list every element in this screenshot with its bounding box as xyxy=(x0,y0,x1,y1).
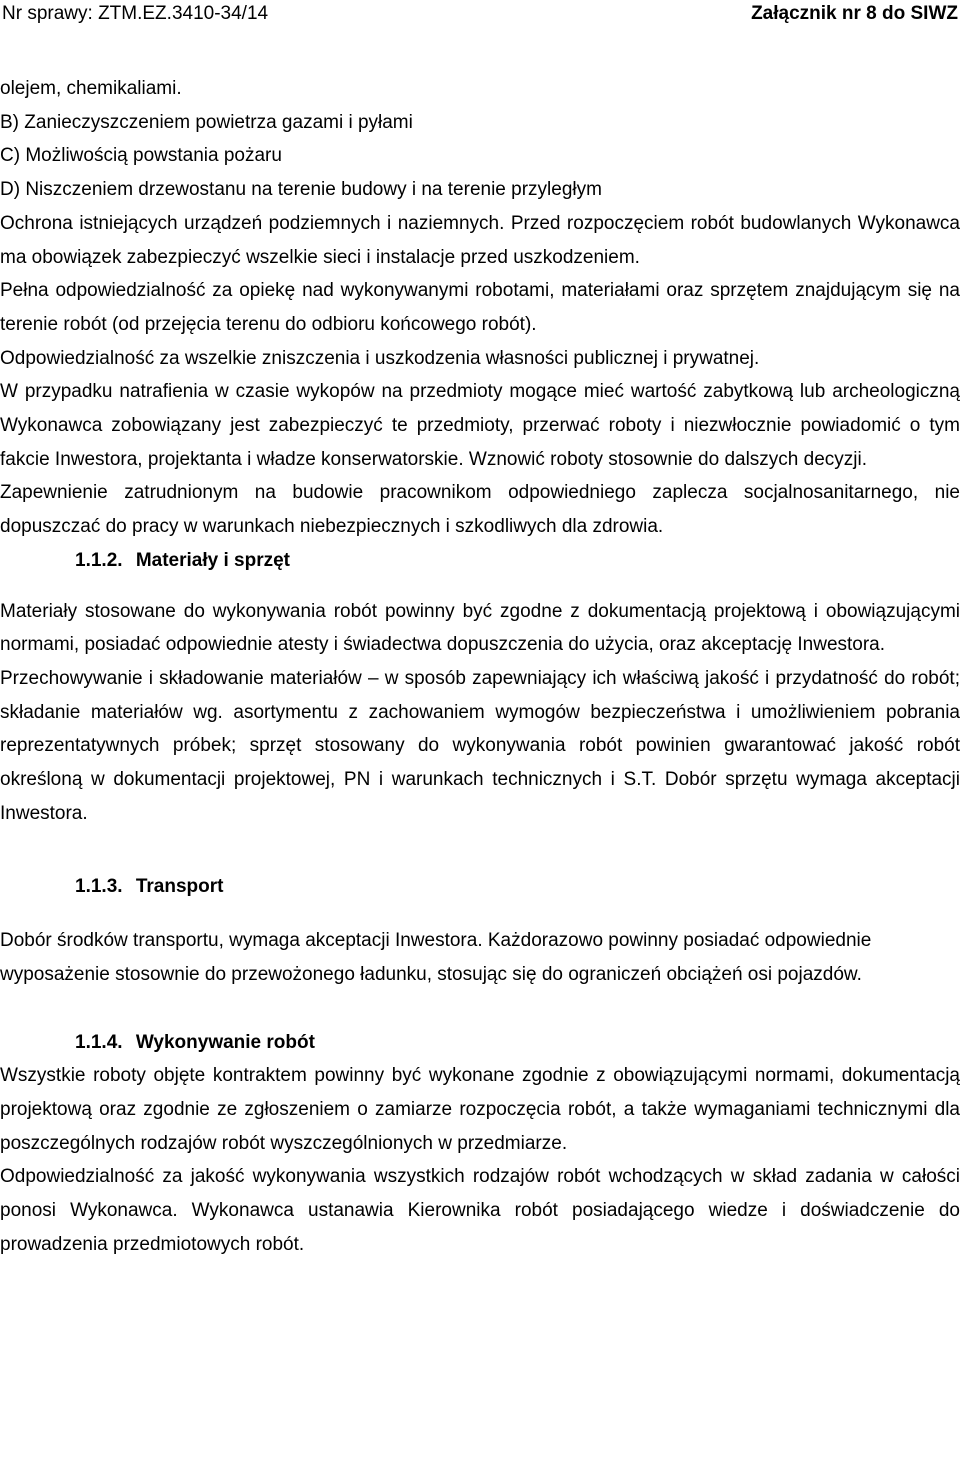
section-title: Transport xyxy=(135,876,224,898)
section-title: Materiały i sprzęt xyxy=(135,549,290,571)
paragraph: Odpowiedzialność za jakość wykonywania wszystkich rodzajów robót wchodzących w skład zadania w całości ponosi Wykonawca. Wykonawca ustanawia Kierownika robót posiadającego wiedze i doświadczenie do prowadzenia przedmiotowych robót. xyxy=(0,1166,960,1255)
section-heading-wykonywanie xyxy=(0,1026,960,1060)
paragraph-pelna: Pełna odpowiedzialność za opiekę nad wykonywanymi robotami, materiałami oraz sprzętem znajdującym się na terenie robót (od przejęcia terenu do odbioru końcowego robót). xyxy=(0,280,960,335)
section-heading-transport xyxy=(0,870,960,904)
document-body xyxy=(0,72,960,1262)
section-number: 1.1.3. xyxy=(75,876,123,898)
paragraph-zaplecze: Zapewnienie zatrudnionym na budowie pracownikom odpowiedniego zaplecza socjalnosanitarnego, nie dopuszczać do pracy w warunkach niebezpiecznych i szkodliwych dla zdrowia. xyxy=(0,482,960,538)
paragraph-wykopy: W przypadku natrafienia w czasie wykopów na przedmioty mogące mieć wartość zabytkową lub archeologiczną Wykonawca zobowiązany jest zabezpieczyć te przedmioty, przerwać roboty i niezwłocznie powiadomić o tym fakcie Inwestora, projektanta i władze konserwatorskie. Wznowić roboty stosownie do dalszych decyzji. xyxy=(0,381,960,470)
paragraph: Dobór środków transportu, wymaga akceptacji Inwestora. Każdorazowo powinny posiadać odpowiednie wyposażenie stosownie do przewożonego ładunku, stosując się do ograniczeń obciążeń osi pojazdów. xyxy=(0,930,872,985)
paragraph: Przechowywanie i składowanie materiałów – w sposób zapewniający ich właściwą jakość i przydatność do robót; składanie materiałów wg. asortymentu z zachowaniem wymogów bezpieczeństwa i umożliwieniem pobrania reprezentatywnych próbek; sprzęt stosowany do wykonywania robót powinien gwarantować jakość robót określoną w dokumentacji projektowej, PN i warunkach technicznych i S.T. Dobór sprzętu wymaga akceptacji Inwestora. xyxy=(0,667,960,824)
section-title: Wykonywanie robót xyxy=(135,1031,315,1053)
section-number: 1.1.4. xyxy=(75,1031,123,1053)
text-line: D) Niszczeniem drzewostanu na terenie budowy i na terenie przyległym xyxy=(0,179,602,201)
text-line: C) Możliwością powstania pożaru xyxy=(0,145,282,167)
paragraph: Materiały stosowane do wykonywania robót powinny być zgodne z dokumentacją projektową i obowiązującymi normami, posiadać odpowiednie atesty i świadectwa dopuszczenia do użycia, oraz akceptację Inwestora. xyxy=(0,600,960,656)
paragraph-ochrona: Ochrona istniejących urządzeń podziemnych i naziemnych. Przed rozpoczęciem robót budowlanych Wykonawca ma obowiązek zabezpieczyć wszelkie sieci i instalacje przed uszkodzeniem. xyxy=(0,212,960,268)
section-heading-materialy xyxy=(0,544,960,578)
case-number: Nr sprawy: ZTM.EZ.3410-34/14 xyxy=(2,3,269,24)
text-line: olejem, chemikaliami. xyxy=(0,78,182,99)
section-number: 1.1.2. xyxy=(75,549,123,571)
paragraph-odpowiedzialnosc: Odpowiedzialność za wszelkie zniszczenia i uszkodzenia własności publicznej i prywatnej. xyxy=(0,347,760,369)
paragraph: Wszystkie roboty objęte kontraktem powinny być wykonane zgodnie z obowiązującymi normami, dokumentacją projektową oraz zgodnie ze zgłoszeniem o zamiarze rozpoczęcia robót, a także wymaganiami technicznymi dla poszczególnych rodzajów robót wyszczególnionych w przedmiarze. xyxy=(0,1065,960,1154)
text-line: B) Zanieczyszczeniem powietrza gazami i pyłami xyxy=(0,111,413,133)
attachment-label: Załącznik nr 8 do SIWZ xyxy=(751,3,958,24)
page-header xyxy=(0,0,960,36)
